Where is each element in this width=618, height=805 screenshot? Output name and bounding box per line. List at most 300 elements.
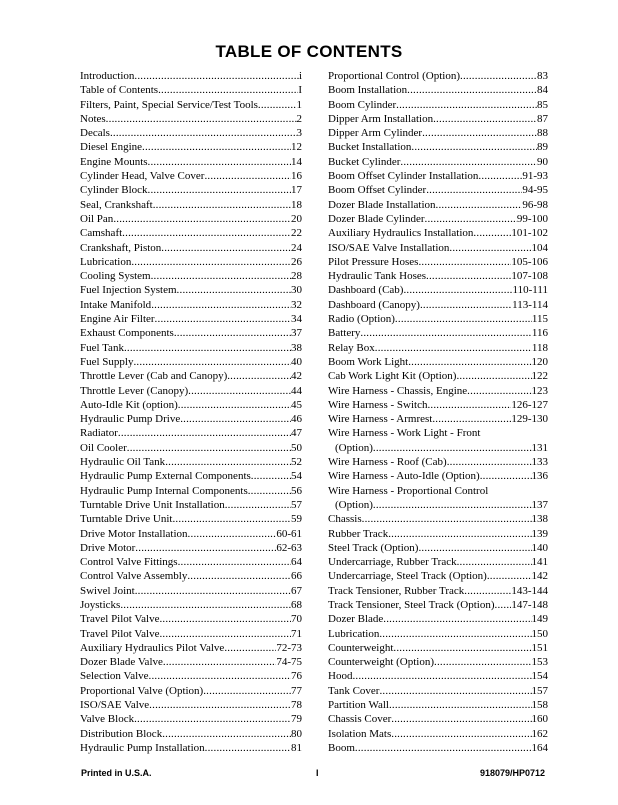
toc-entry-label: Cylinder Block	[80, 184, 148, 197]
toc-entry	[80, 612, 302, 626]
toc-entry	[80, 255, 302, 269]
toc-entry-label: Rubber Track	[328, 527, 389, 540]
toc-entry-label: Decals	[80, 127, 110, 140]
toc-entry	[328, 384, 548, 398]
toc-entry	[328, 255, 548, 269]
dot-leader	[425, 212, 517, 226]
toc-entry-label: Wire Harness - Armrest	[328, 413, 433, 426]
toc-entry	[80, 83, 302, 97]
toc-entry-page: 2	[296, 112, 302, 125]
toc-entry	[328, 83, 548, 97]
dot-leader	[480, 469, 532, 483]
dot-leader	[205, 741, 291, 755]
dot-leader	[148, 183, 291, 197]
toc-entry-label: Filters, Paint, Special Service/Test Tools	[80, 98, 258, 111]
dot-leader	[149, 698, 291, 712]
toc-entry	[80, 655, 302, 669]
toc-entry-label: Boom	[328, 741, 355, 754]
toc-entry	[328, 741, 548, 755]
dot-leader	[188, 527, 277, 541]
toc-entry-label: Battery	[328, 327, 361, 340]
toc-entry-page: 84	[537, 84, 548, 97]
toc-entry-label: Swivel Joint	[80, 584, 135, 597]
toc-entry-label: Hydraulic Pump Internal Components	[80, 484, 248, 497]
toc-entry-page: 123	[531, 384, 548, 397]
toc-entry	[80, 212, 302, 226]
toc-entry-page: 40	[291, 355, 302, 368]
dot-leader	[433, 112, 537, 126]
toc-entry-page: 149	[531, 613, 548, 626]
toc-entry-page: 89	[537, 141, 548, 154]
dot-leader	[407, 83, 537, 97]
toc-entry-page: 142	[531, 570, 548, 583]
toc-entry	[80, 555, 302, 569]
toc-entry-page: 80	[291, 727, 302, 740]
toc-entry-page: 16	[291, 170, 302, 183]
toc-entry-page: 94-95	[522, 184, 548, 197]
toc-entry-label: Wire Harness - Roof (Cab)	[328, 456, 447, 469]
dot-leader	[473, 226, 511, 240]
toc-entry	[80, 226, 302, 240]
toc-entry-continuation	[328, 441, 548, 455]
toc-entry-page: i	[298, 70, 302, 82]
dot-leader	[393, 641, 531, 655]
dot-leader	[422, 126, 537, 140]
toc-entry-label: Turntable Drive Unit	[80, 513, 173, 526]
toc-entry-label: Chassis	[328, 513, 362, 526]
footer-page-number: I	[316, 768, 319, 778]
toc-entry	[80, 469, 302, 483]
toc-entry	[80, 584, 302, 598]
toc-entry-label: Dozer Blade Valve	[80, 656, 163, 669]
toc-entry	[328, 398, 548, 412]
dot-leader	[355, 741, 532, 755]
toc-entry-label: Relay Box	[328, 341, 375, 354]
toc-entry-label: Notes	[80, 112, 106, 125]
toc-entry-label: Throttle Lever (Canopy)	[80, 384, 189, 397]
toc-entry-label: Travel Pilot Valve	[80, 613, 160, 626]
toc-entry	[328, 612, 548, 626]
dot-leader	[418, 255, 511, 269]
dot-leader	[360, 326, 532, 340]
dot-leader	[142, 140, 291, 154]
toc-entry	[328, 226, 548, 240]
dot-leader	[118, 426, 291, 440]
toc-entry-label: Dozer Blade Installation	[328, 198, 436, 211]
dot-leader	[395, 312, 532, 326]
toc-entry	[80, 169, 302, 183]
toc-entry-label: Wire Harness - Chassis, Engine	[328, 384, 468, 397]
toc-entry	[328, 555, 548, 569]
toc-entry-label: Bucket Installation	[328, 141, 412, 154]
dot-leader	[106, 112, 297, 126]
toc-entry-label: Boom Offset Cylinder Installation	[328, 170, 479, 183]
toc-entry-page: 24	[291, 241, 302, 254]
dot-leader	[127, 441, 291, 455]
toc-entry-label: Hydraulic Pump Installation	[80, 741, 205, 754]
toc-entry	[328, 512, 548, 526]
toc-entry-page: 79	[291, 713, 302, 726]
dot-leader	[427, 398, 511, 412]
toc-entry-label: Fuel Injection System	[80, 284, 177, 297]
dot-leader	[379, 684, 531, 698]
toc-entry-page: 151	[531, 641, 548, 654]
toc-entry-label: Auto-Idle Kit (option)	[80, 398, 178, 411]
toc-entry-label: Cylinder Head, Valve Cover	[80, 170, 205, 183]
toc-entry-label: Camshaft	[80, 227, 123, 240]
toc-entry-label: Counterweight	[328, 641, 394, 654]
dot-leader	[174, 326, 291, 340]
dot-leader	[224, 641, 276, 655]
toc-entry-label: Proportional Valve (Option)	[80, 684, 204, 697]
toc-entry-label: Lubrication	[80, 255, 132, 268]
toc-entry	[328, 140, 548, 154]
dot-leader	[120, 598, 291, 612]
toc-entry-label: Auxiliary Hydraulics Installation	[328, 227, 474, 240]
toc-entry-continuation	[328, 498, 548, 512]
toc-entry-label: Oil Cooler	[80, 441, 127, 454]
dot-leader	[134, 712, 291, 726]
toc-entry-page: 110-111	[512, 284, 548, 297]
dot-leader	[148, 155, 291, 169]
toc-entry-page: 45	[291, 398, 302, 411]
toc-entry-page: 32	[291, 298, 302, 311]
toc-entry	[80, 140, 302, 154]
toc-entry	[328, 712, 548, 726]
toc-entry-page: 47	[291, 427, 302, 440]
toc-entry	[328, 655, 548, 669]
toc-entry	[328, 569, 548, 583]
toc-entry	[80, 369, 302, 383]
toc-entry	[80, 455, 302, 469]
dot-leader	[373, 441, 532, 455]
dot-leader	[178, 398, 291, 412]
toc-entry	[328, 412, 548, 426]
toc-entry-page: 67	[291, 584, 302, 597]
toc-entry-label: Steel Track (Option)	[328, 541, 419, 554]
dot-leader	[495, 598, 512, 612]
toc-entry-page: 28	[291, 270, 302, 283]
toc-entry-label: Oil Pan	[80, 212, 114, 225]
toc-entry	[80, 684, 302, 698]
dot-leader	[133, 355, 291, 369]
toc-entry	[328, 527, 548, 541]
dot-leader	[391, 712, 531, 726]
dot-leader	[110, 126, 297, 140]
toc-entry	[328, 155, 548, 169]
dot-leader	[388, 527, 531, 541]
toc-entry-page: 140	[531, 541, 548, 554]
dot-leader	[162, 727, 291, 741]
dot-leader	[165, 455, 291, 469]
toc-entry-label: Control Valve Fittings	[80, 556, 178, 569]
toc-entry	[328, 341, 548, 355]
toc-entry	[80, 341, 302, 355]
toc-entry-label-continued: (Option)	[335, 441, 373, 454]
toc-entry	[80, 512, 302, 526]
toc-entry	[328, 684, 548, 698]
toc-entry-page: 139	[531, 527, 548, 540]
toc-entry	[328, 469, 548, 483]
toc-entry	[328, 283, 548, 297]
toc-entry-page: 88	[537, 127, 548, 140]
toc-entry	[80, 727, 302, 741]
dot-leader	[134, 69, 299, 83]
toc-entry-page: 120	[531, 355, 548, 368]
toc-entry	[80, 669, 302, 683]
dot-leader	[375, 341, 532, 355]
dot-leader	[178, 555, 291, 569]
dot-leader	[172, 512, 291, 526]
toc-entry-label: Boom Cylinder	[328, 98, 397, 111]
toc-entry	[80, 69, 302, 83]
toc-entry	[328, 641, 548, 655]
toc-entry-label: Track Tensioner, Steel Track (Option)	[328, 598, 495, 611]
toc-entry-page: 60-61	[276, 527, 302, 540]
toc-entry-label: Partition Wall	[328, 699, 389, 712]
toc-entry	[328, 541, 548, 555]
toc-entry-label: Wire Harness - Switch	[328, 398, 428, 411]
toc-entry-label: Turntable Drive Unit Installation	[80, 498, 225, 511]
dot-leader	[159, 612, 291, 626]
toc-entry	[80, 384, 302, 398]
toc-entry-label: Boom Installation	[328, 84, 408, 97]
toc-entry-label: Throttle Lever (Cab and Canopy)	[80, 370, 228, 383]
toc-entry-page: 22	[291, 227, 302, 240]
dot-leader	[418, 541, 531, 555]
toc-entry-label: Dipper Arm Cylinder	[328, 127, 423, 140]
toc-left-column	[80, 69, 302, 755]
toc-entry	[80, 326, 302, 340]
toc-entry-label: Hydraulic Pump External Components	[80, 470, 251, 483]
toc-entry-page: 30	[291, 284, 302, 297]
toc-entry-label: Proportional Control (Option)	[328, 70, 460, 82]
toc-entry-label: Fuel Supply	[80, 355, 134, 368]
toc-entry	[80, 412, 302, 426]
dot-leader	[163, 655, 276, 669]
toc-entry-label: Control Valve Assembly	[80, 570, 188, 583]
toc-entry-page: 131	[531, 441, 548, 454]
toc-entry-label: Dipper Arm Installation	[328, 112, 434, 125]
toc-entry	[328, 69, 548, 83]
dot-leader	[203, 684, 291, 698]
toc-entry	[328, 183, 548, 197]
toc-entry-page: 42	[291, 370, 302, 383]
toc-entry-page: I	[298, 84, 302, 97]
dot-leader	[379, 627, 531, 641]
dot-leader	[447, 455, 532, 469]
toc-entry	[328, 484, 548, 513]
toc-entry-label: Boom Offset Cylinder	[328, 184, 427, 197]
toc-entry	[80, 712, 302, 726]
toc-entry-label: Radio (Option)	[328, 313, 395, 326]
toc-entry-page: 12	[291, 141, 302, 154]
toc-entry-page: 50	[291, 441, 302, 454]
toc-entry-label: Travel Pilot Valve	[80, 627, 160, 640]
toc-entry-page: 26	[291, 255, 302, 268]
toc-entry-page: 54	[291, 470, 302, 483]
toc-entry	[80, 283, 302, 297]
toc-entry-page: 17	[291, 184, 302, 197]
footer-printed: Printed in U.S.A.	[81, 768, 152, 778]
toc-entry	[80, 298, 302, 312]
toc-entry-label: Wire Harness - Proportional Control	[328, 484, 489, 497]
toc-entry-page: 154	[531, 670, 548, 683]
toc-entry-page: 99-100	[516, 212, 548, 225]
toc-entry-page: 62-63	[276, 541, 302, 554]
toc-entry-label: Lubrication	[328, 627, 380, 640]
dot-leader	[411, 140, 537, 154]
toc-entry	[80, 741, 302, 755]
toc-entry	[328, 426, 548, 455]
toc-entry-label: Drive Motor	[80, 541, 136, 554]
dot-leader	[204, 169, 291, 183]
toc-entry-page: 116	[531, 327, 548, 340]
dot-leader	[227, 369, 291, 383]
toc-entry-page: 153	[531, 656, 548, 669]
toc-entry-page: 90	[537, 155, 548, 168]
toc-entry-label: Hydraulic Oil Tank	[80, 456, 166, 469]
toc-entry-page: 164	[531, 741, 548, 754]
dot-leader	[161, 241, 291, 255]
dot-leader	[420, 298, 512, 312]
toc-entry-page: 113-114	[512, 298, 548, 311]
toc-entry-page: 76	[291, 670, 302, 683]
toc-entry-page: 74-75	[276, 656, 302, 669]
dot-leader	[408, 355, 531, 369]
toc-entry-page: 150	[531, 627, 548, 640]
toc-entry	[80, 98, 302, 112]
toc-entry-page: 72-73	[276, 641, 302, 654]
dot-leader	[432, 412, 511, 426]
dot-leader	[177, 283, 291, 297]
toc-entry-label: Introduction	[80, 70, 135, 82]
toc-entry-page: 141	[531, 556, 548, 569]
dot-leader	[187, 569, 291, 583]
dot-leader	[403, 283, 512, 297]
toc-entry	[328, 312, 548, 326]
toc-entry	[80, 527, 302, 541]
toc-entry	[80, 198, 302, 212]
toc-entry-label: Selection Valve	[80, 670, 149, 683]
toc-entry-label: Table of Contents	[80, 84, 159, 97]
toc-entry-label: Diesel Engine	[80, 141, 143, 154]
toc-entry-label: Wire Harness - Auto-Idle (Option)	[328, 470, 480, 483]
toc-entry-label: Undercarriage, Rubber Track	[328, 556, 457, 569]
toc-entry-page: 37	[291, 327, 302, 340]
toc-entry	[328, 355, 548, 369]
dot-leader	[434, 655, 531, 669]
toc-entry-label: Wire Harness - Work Light - Front	[328, 427, 481, 440]
toc-entry	[80, 627, 302, 641]
dot-leader	[124, 341, 291, 355]
dot-leader	[396, 98, 537, 112]
toc-entry	[80, 441, 302, 455]
dot-leader	[151, 298, 291, 312]
toc-entry-label: Engine Mounts	[80, 155, 148, 168]
dot-leader	[159, 627, 291, 641]
toc-entry-label: Dozer Blade Cylinder	[328, 212, 425, 225]
toc-entry-label: Drive Motor Installation	[80, 527, 188, 540]
dot-leader	[400, 155, 537, 169]
toc-entry	[80, 641, 302, 655]
toc-entry-label: Hydraulic Pump Drive	[80, 413, 181, 426]
toc-entry-page: 68	[291, 598, 302, 611]
dot-leader	[352, 669, 531, 683]
toc-entry	[80, 269, 302, 283]
toc-entry	[80, 541, 302, 555]
toc-entry-page: 57	[291, 498, 302, 511]
dot-leader	[188, 384, 291, 398]
dot-leader	[467, 384, 531, 398]
toc-entry-page: 133	[531, 456, 548, 469]
toc-entry-page: 126-127	[511, 398, 548, 411]
toc-entry-page: 59	[291, 513, 302, 526]
dot-leader	[158, 83, 298, 97]
dot-leader	[464, 584, 511, 598]
toc-entry-label: Valve Block	[80, 713, 135, 726]
dot-leader	[153, 198, 291, 212]
toc-entry-label: Boom Work Light	[328, 355, 409, 368]
toc-entry	[328, 698, 548, 712]
toc-entry-label: Radiator	[80, 427, 118, 440]
toc-entry	[80, 426, 302, 440]
dot-leader	[426, 183, 522, 197]
toc-entry-page: 64	[291, 556, 302, 569]
toc-entry-page: 66	[291, 570, 302, 583]
dot-leader	[151, 269, 291, 283]
toc-entry-page: 56	[291, 484, 302, 497]
toc-entry	[80, 698, 302, 712]
toc-entry	[328, 126, 548, 140]
toc-entry	[328, 298, 548, 312]
toc-entry-page: 52	[291, 456, 302, 469]
toc-entry-label: Crankshaft, Piston	[80, 241, 162, 254]
dot-leader	[113, 212, 291, 226]
dot-leader	[478, 169, 522, 183]
toc-entry-page: 137	[531, 498, 548, 511]
toc-entry-page: 158	[531, 699, 548, 712]
toc-right-column	[328, 69, 548, 755]
toc-entry-label-continued: (Option)	[335, 498, 373, 511]
dot-leader	[149, 669, 291, 683]
toc-entry-label: Fuel Tank	[80, 341, 124, 354]
toc-entry	[80, 155, 302, 169]
toc-entry	[328, 241, 548, 255]
page-title: TABLE OF CONTENTS	[215, 42, 403, 61]
toc-entry	[328, 627, 548, 641]
toc-entry-label: Exhaust Components	[80, 327, 174, 340]
toc-entry-label: Intake Manifold	[80, 298, 152, 311]
dot-leader	[180, 412, 291, 426]
toc-entry-page: 118	[531, 341, 548, 354]
dot-leader	[436, 198, 523, 212]
toc-entry	[328, 598, 548, 612]
toc-entry-label: Pilot Pressure Hoses	[328, 255, 419, 268]
toc-entry-page: 46	[291, 413, 302, 426]
toc-entry-page: 162	[531, 727, 548, 740]
dot-leader	[251, 469, 291, 483]
dot-leader	[362, 512, 532, 526]
toc-entry-label: Hood	[328, 670, 353, 683]
toc-entry-page: 160	[531, 713, 548, 726]
toc-entry-page: 104	[531, 241, 548, 254]
toc-entry-label: Seal, Crankshaft	[80, 198, 153, 211]
toc-entry-page: 157	[531, 684, 548, 697]
dot-leader	[248, 484, 291, 498]
toc-entry-page: 107-108	[511, 270, 548, 283]
toc-entry	[80, 569, 302, 583]
